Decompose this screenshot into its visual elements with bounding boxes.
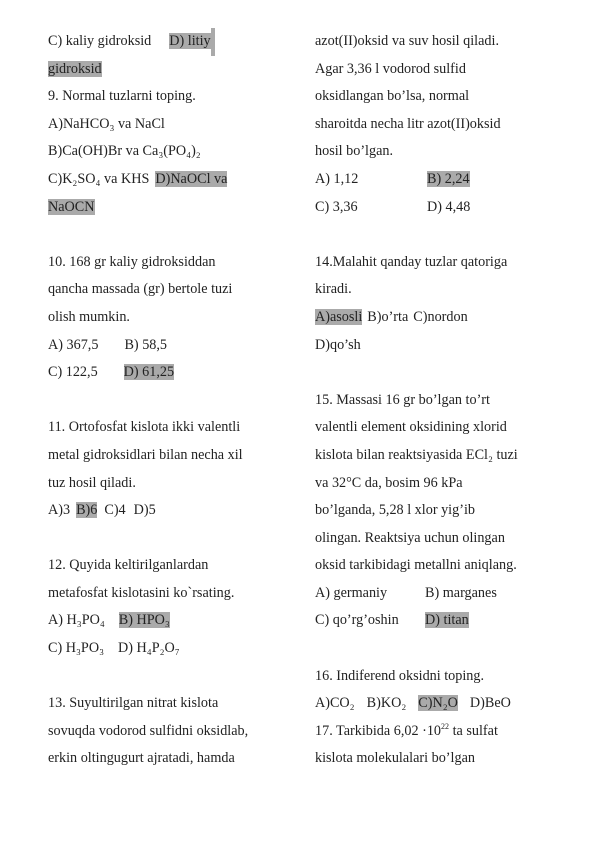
q12-option-c[interactable]: C) H₃PO₃ (48, 640, 105, 657)
q9-options-cd-line (48, 166, 313, 194)
q13-options-ab-line (315, 166, 580, 194)
q9-option-c[interactable]: C)K₂SO₄ va KHS (48, 170, 150, 187)
q13-stem-1: 13. Suyultirilgan nitrat kislota (48, 695, 219, 712)
q16-stem: 16. Indiferend oksidni toping. (315, 667, 485, 684)
q13-option-c[interactable]: C) 3,36 (315, 198, 358, 215)
q10-option-c[interactable]: C) 122,5 (48, 364, 98, 381)
q10-options-ab-line (48, 332, 313, 360)
left-column (48, 28, 313, 773)
q14-option-c[interactable]: C)nordon (413, 308, 468, 325)
q9-option-b[interactable]: B)Ca(OH)Br va Ca₃(PO₄)₂ (48, 143, 201, 160)
q12-stem-2: metafosfat kislotasini ko`rsating. (48, 584, 235, 601)
q12-options-ab-line (48, 607, 313, 635)
q16-option-d[interactable]: D)BeO (469, 695, 511, 712)
q8-option-d-cont[interactable]: gidroksid (48, 60, 102, 77)
q9-option-d-cont-line (48, 194, 313, 222)
q15-stem-6: olingan. Reaktsiya uchun olingan (315, 529, 505, 546)
q15-stem-5: bo’lganda, 5,28 l xlor yig’ib (315, 502, 475, 519)
q11-stem-2: metal gidroksidlari bilan necha xil (48, 446, 243, 463)
q9-option-d-cont[interactable]: NaOCN (48, 198, 95, 215)
q10-stem-2: qancha massada (gr) bertole tuzi (48, 281, 233, 298)
q11-option-c[interactable]: C)4 (104, 502, 126, 519)
q17-stem-1-post: ta sulfat (449, 722, 498, 739)
q8-options-line (48, 28, 313, 56)
q16-option-b[interactable]: B)KO₂ (366, 695, 407, 712)
q15-option-d-highlighted[interactable]: D) titan (425, 612, 469, 629)
q13-stem-2: sovuqda vodorod sulfidni oksidlab, (48, 722, 249, 739)
q14-options-abc-line (315, 304, 580, 332)
q14-option-a-highlighted[interactable]: A)asosli (315, 308, 363, 325)
right-column (315, 28, 580, 773)
q9-stem: 9. Normal tuzlarni toping. (48, 88, 196, 105)
q10-option-b[interactable]: B) 58,5 (124, 336, 168, 353)
q17-stem-1-pre: 17. Tarkibida 6,02 ·10 (315, 722, 442, 739)
q13-option-b-highlighted[interactable]: B) 2,24 (427, 170, 470, 187)
q14-stem-2: kiradi. (315, 281, 352, 298)
q8-option-c[interactable]: C) kaliy gidroksid (48, 33, 152, 49)
q15-stem-7: oksid tarkibidagi metallni aniqlang. (315, 557, 517, 574)
q13-stem-4: azot(II)oksid va suv hosil qiladi. (315, 33, 500, 49)
q17-stem-1 (315, 718, 580, 746)
q12-option-b-highlighted[interactable]: B) HPO₃ (118, 612, 170, 629)
q15-options-cd-line (315, 607, 580, 635)
q11-options-line (48, 497, 313, 525)
q10-option-a[interactable]: A) 367,5 (48, 336, 99, 353)
q13-option-d[interactable]: D) 4,48 (427, 198, 471, 215)
q9-option-a[interactable]: A)NaHCO₃ va NaCl (48, 115, 165, 132)
q11-option-b-highlighted[interactable]: B)6 (76, 502, 98, 519)
q11-stem-1: 11. Ortofosfat kislota ikki valentli (48, 419, 241, 436)
q12-option-d[interactable]: D) H₄P₂O₇ (118, 640, 180, 657)
q12-option-a[interactable]: A) H₃PO₄ (48, 612, 105, 629)
q15-options-ab-line (315, 580, 580, 608)
q13-options-cd-line (315, 194, 580, 222)
q10-option-d-highlighted[interactable]: D) 61,25 (123, 364, 175, 381)
q13-stem-3: erkin oltingugurt ajratadi, hamda (48, 750, 235, 767)
q17-stem-2: kislota molekulalari bo’lgan (315, 750, 475, 767)
q17-exponent: 22 (441, 721, 450, 731)
q12-stem-1: 12. Quyida keltirilganlardan (48, 557, 209, 574)
q13-stem-5: Agar 3,36 l vodorod sulfid (315, 60, 466, 77)
q11-option-a[interactable]: A)3 (48, 502, 71, 519)
q15-stem-2: valentli element oksidining xlorid (315, 419, 507, 436)
q15-option-c[interactable]: C) qo’rg’oshin (315, 612, 399, 629)
q16-option-c-highlighted[interactable]: C)N₂O (418, 695, 458, 712)
q13-stem-7: sharoitda necha litr azot(II)oksid (315, 115, 501, 132)
q13-stem-6: oksidlangan bo’lsa, normal (315, 88, 470, 105)
q11-stem-3: tuz hosil qiladi. (48, 474, 136, 491)
q15-stem-4: va 32°C da, bosim 96 kPa (315, 474, 463, 491)
q13-stem-8: hosil bo’lgan. (315, 143, 394, 160)
q10-options-cd-line (48, 359, 313, 387)
q10-stem-3: olish mumkin. (48, 308, 130, 325)
q9-option-d-highlighted[interactable]: D)NaOCl va (155, 170, 228, 187)
q16-option-a[interactable]: A)CO₂ (315, 695, 355, 712)
q11-option-d[interactable]: D)5 (133, 502, 156, 519)
q8-option-d-cont-line (48, 56, 313, 84)
q16-options-line (315, 690, 580, 718)
q13-option-a[interactable]: A) 1,12 (315, 170, 359, 187)
q15-option-a[interactable]: A) germaniy (315, 584, 388, 601)
q15-stem-3: kislota bilan reaktsiyasida ECl₂ tuzi (315, 446, 518, 463)
q12-options-cd-line (48, 635, 313, 663)
q8-option-d-highlighted[interactable]: D) litiy (169, 33, 211, 49)
q15-option-b[interactable]: B) marganes (425, 584, 497, 601)
q15-stem-1: 15. Massasi 16 gr bo’lgan to’rt (315, 391, 490, 408)
q10-stem-1: 10. 168 gr kaliy gidroksiddan (48, 253, 216, 270)
q14-option-b[interactable]: B)o’rta (367, 308, 409, 325)
q14-option-d[interactable]: D)qo’sh (315, 336, 361, 353)
q14-stem-1: 14.Malahit qanday tuzlar qatoriga (315, 253, 508, 270)
